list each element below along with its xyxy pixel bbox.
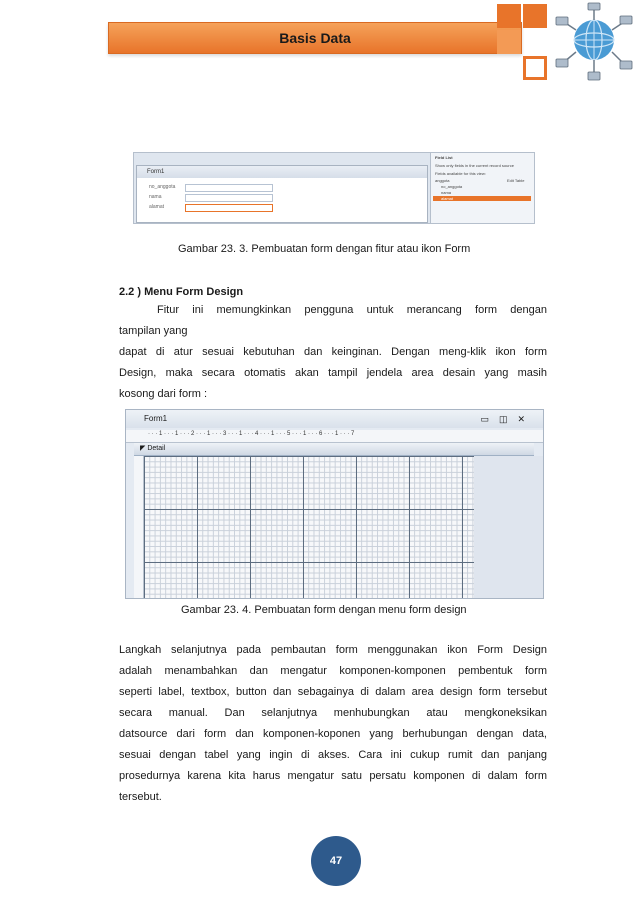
para2-line-6: sesuai dengan tabel yang ingin di akses. Cara ini cukup rumit dan panjang (119, 749, 547, 761)
field-list-title: Field List (435, 155, 453, 160)
section-paragraph (119, 300, 547, 405)
decor-square-2 (523, 4, 547, 28)
detail-section-label: Detail (147, 445, 166, 452)
field-label-1: no_anggota (149, 184, 176, 190)
field-textbox-3 (185, 204, 273, 212)
field-list-item-3: alamat (433, 196, 531, 201)
design-grid (144, 456, 474, 598)
figure-form-design-screenshot (125, 409, 544, 599)
figure2-caption: Gambar 23. 4. Pembuatan form dengan menu form design (181, 604, 467, 616)
decor-square-1 (497, 4, 521, 28)
section-line-1: Fitur ini memungkinkan pengguna untuk merancang form dengan (157, 304, 547, 316)
field-list-table: anggota (435, 178, 450, 183)
header-bar (108, 22, 522, 54)
field-list-panel (430, 153, 535, 223)
field-list-available: Fields available for this view: (435, 171, 486, 176)
para2-line-2: adalah menambahkan dan mengatur komponen-komponen pembentuk form (119, 665, 547, 677)
ruler-labels: · · · 1 · · · 1 · · · 2 · · · 1 · · · 3 · · · 1 · · · 4 · · · 1 · · · 5 · · · 1 · · · 6 · · · 1 · · · 7 (148, 431, 355, 437)
form-window-title: Form1 (137, 166, 427, 178)
page-number: 47 (329, 855, 343, 867)
field-label-3: alamat (149, 204, 165, 210)
header-title: Basis Data (279, 30, 351, 46)
network-globe-icon (552, 2, 636, 86)
window-controls-icon: ▭◫✕ (480, 414, 535, 424)
form-window (136, 165, 428, 223)
design-window-title: Form1 (144, 414, 168, 423)
section-line-2: tampilan yang (119, 325, 188, 337)
figure1-caption: Gambar 23. 3. Pembuatan form dengan fitur atau ikon Form (178, 243, 471, 255)
paragraph-2 (119, 640, 547, 808)
horizontal-ruler (126, 430, 543, 443)
section-line-4: Design, maka secara otomatis akan tampil jendela area desain yang masih (119, 367, 547, 379)
para2-line-7: prosedurnya karena kita harus mengatur satu persatu komponen di dalam form (119, 770, 547, 782)
design-window-titlebar (126, 410, 543, 428)
para2-line-8: tersebut. (119, 791, 162, 803)
para2-line-4: secara manual. Dan selanjutnya menhubungkan atau mengkoneksikan (119, 707, 547, 719)
section-line-3: dapat di atur sesuai kebutuhan dan keinginan. Dengan meng-klik ikon form (119, 346, 547, 358)
field-textbox-2 (185, 194, 273, 202)
field-textbox-1 (185, 184, 273, 192)
field-label-2: nama (149, 194, 162, 200)
field-list-item-2: nama (441, 190, 452, 195)
decor-square-3 (497, 30, 521, 54)
section-heading: 2.2 ) Menu Form Design (119, 286, 244, 298)
figure-form-screenshot (133, 152, 535, 224)
para2-line-5: datsource dari form dan komponen-koponen yang berhubungan dengan data, (119, 728, 547, 740)
section-line-5: kosong dari form : (119, 388, 208, 400)
page-number-badge (311, 836, 361, 886)
field-list-option: Show only fields in the current record source (435, 163, 514, 168)
field-list-item-1: no_anggota (441, 184, 463, 189)
detail-section-bar (134, 443, 534, 456)
para2-line-1: Langkah selanjutnya pada pembautan form menggunakan ikon Form Design (119, 644, 547, 656)
para2-line-3: seperti label, textbox, button dan sebagainya di dalam area design form tersebut (119, 686, 547, 698)
decor-square-4 (523, 56, 547, 80)
field-list-edit: Edit Table (507, 178, 525, 183)
detail-arrow-icon: ◤ (140, 445, 146, 452)
vertical-ruler (134, 456, 144, 598)
design-empty-area (474, 456, 543, 598)
